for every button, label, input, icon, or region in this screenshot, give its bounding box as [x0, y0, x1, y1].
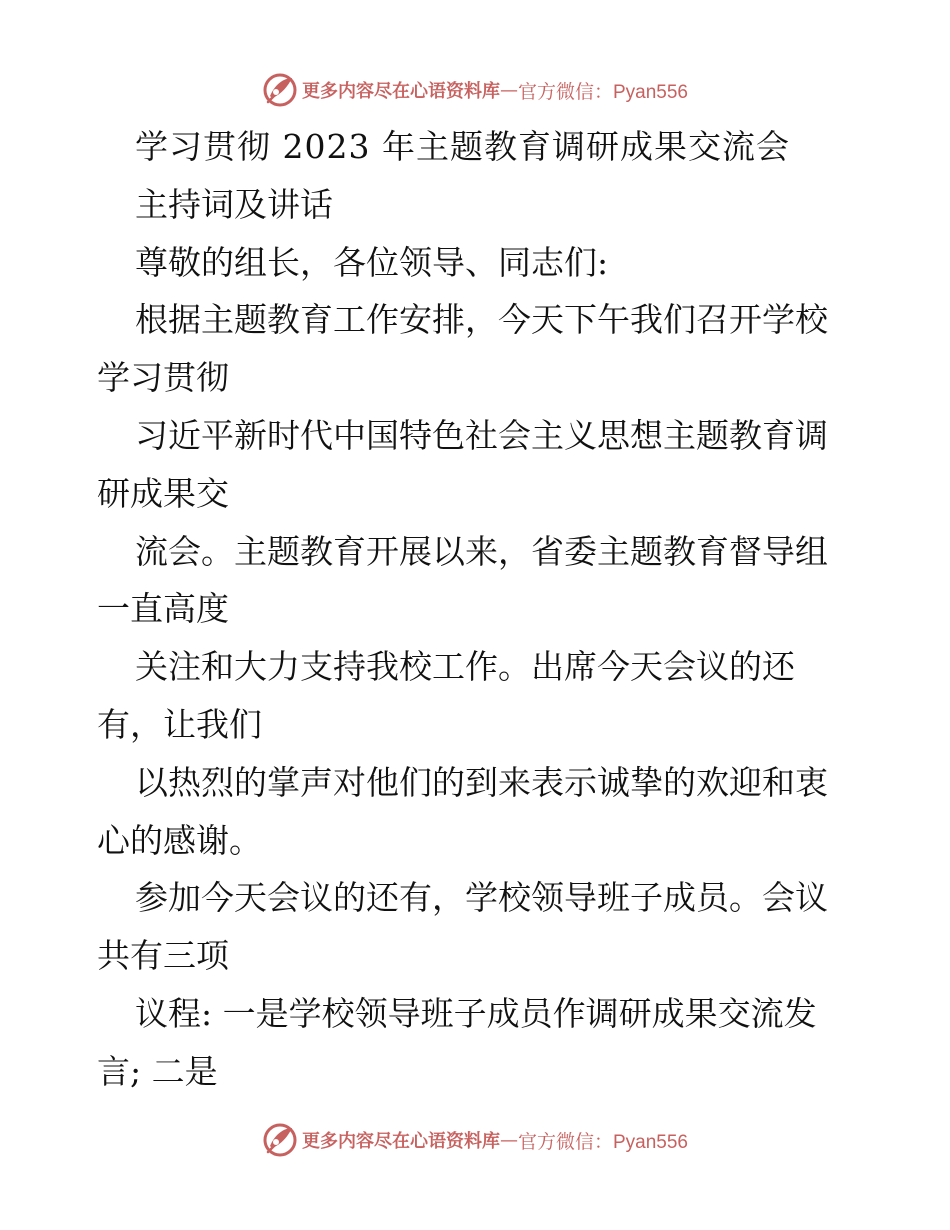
paragraph-line: 根据主题教育工作安排，今天下午我们召开学校 — [135, 300, 828, 340]
quill-logo-icon — [262, 72, 298, 108]
document-subtitle: 主持词及讲话 — [135, 184, 333, 224]
footer-watermark — [0, 1120, 950, 1160]
paragraph-line: 流会。主题教育开展以来，省委主题教育督导组 — [135, 531, 828, 571]
paragraph-line: 共有三项 — [97, 936, 229, 976]
watermark-wechat: 官方微信：Pyan556 — [517, 1131, 688, 1153]
paragraph-line: 议程: 一是学校领导班子成员作调研成果交流发 — [135, 993, 817, 1033]
paragraph-line: 关注和大力支持我校工作。出席今天会议的还 — [135, 647, 795, 687]
paragraph-line: 心的感谢。 — [97, 820, 262, 860]
watermark-wechat: 官方微信：Pyan556 — [517, 81, 688, 103]
watermark-separator: — — [499, 79, 518, 101]
paragraph-line: 一直高度 — [97, 589, 229, 629]
paragraph-line: 以热烈的掌声对他们的到来表示诚挚的欢迎和衷 — [135, 762, 828, 802]
paragraph-line: 言; 二是 — [97, 1051, 218, 1091]
watermark-text: 更多内容尽在心语资料库 — [301, 1131, 500, 1152]
paragraph-line: 研成果交 — [97, 473, 229, 513]
document-title: 学习贯彻 2023 年主题教育调研成果交流会 — [135, 127, 790, 166]
document-body — [97, 118, 857, 1101]
paragraph-line: 有，让我们 — [97, 704, 262, 744]
watermark-separator: — — [499, 1129, 518, 1151]
paragraph-line: 学习贯彻 — [97, 358, 229, 398]
paragraph-line: 习近平新时代中国特色社会主义思想主题教育调 — [135, 415, 828, 455]
paragraph-line: 参加今天会议的还有，学校领导班子成员。会议 — [135, 878, 828, 918]
quill-logo-icon — [262, 1122, 298, 1158]
salutation: 尊敬的组长，各位领导、同志们: — [135, 242, 609, 282]
watermark-text: 更多内容尽在心语资料库 — [301, 81, 500, 102]
header-watermark — [0, 70, 950, 110]
